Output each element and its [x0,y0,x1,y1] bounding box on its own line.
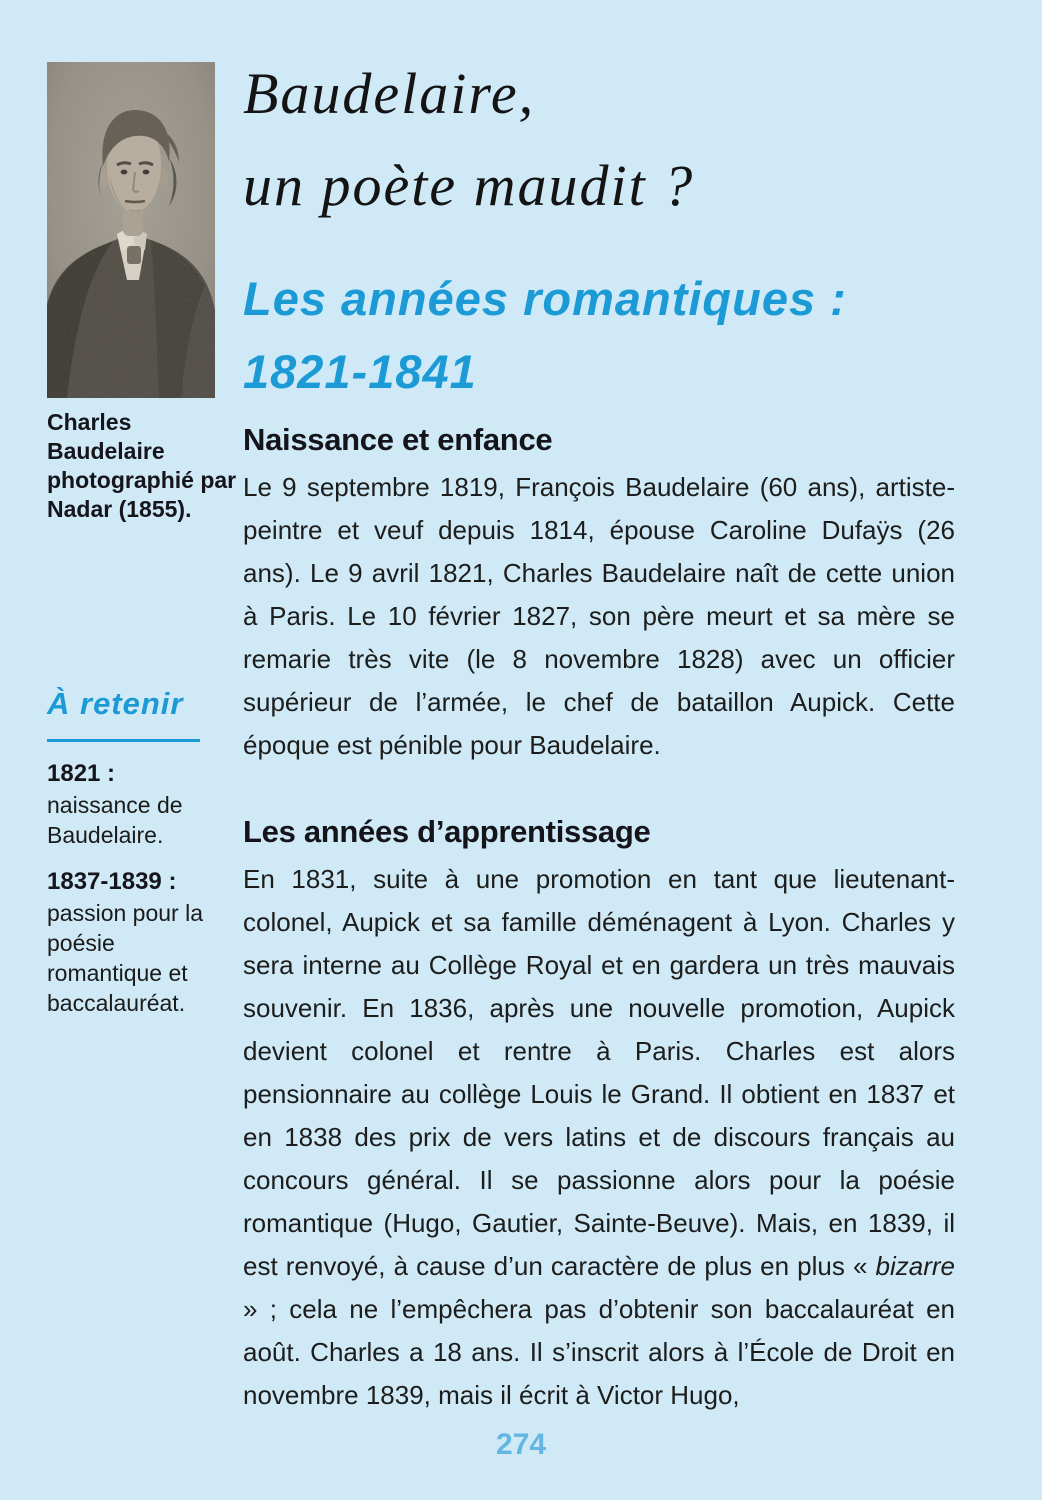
page-title-line1: Baudelaire, [243,61,536,126]
baudelaire-photo [47,62,215,398]
memo-note-text: passion pour la poésie romantique et baccalauréat. [47,900,203,1016]
section-heading-apprentissage: Les années d’apprentissage [243,814,651,849]
memo-note-date: 1837-1839 : [47,868,177,895]
baudelaire-portrait-illustration [47,62,215,398]
a-retenir-notes [47,758,229,1034]
photo-caption: Charles Baudelaire photographié par Nadar (1855). [47,409,237,522]
chapter-subtitle-line2: 1821-1841 [243,345,477,398]
section-heading-naissance: Naissance et enfance [243,422,553,457]
memo-note-date: 1821 : [47,760,116,787]
page-title [243,48,955,232]
chapter-subtitle-line1: Les années romantiques : [243,272,847,325]
memo-note-text: naissance de Baudelaire. [47,792,183,848]
section-body-apprentissage: En 1831, suite à une promotion en tant que lieutenant-colonel, Aupick et sa famille déménagent à Lyon. Charles y sera interne au Collège Royal et en gardera un très mauvais souvenir. En 1836, après une nouvelle promotion, Aupick devient colonel et rentre à Paris. Charles est alors pensionnaire au collège Louis le Grand. Il obtient en 1837 et en 1838 des prix de vers latins et de discours français au concours général. Il se passionne alors pour la poésie romantique (Hugo, Gautier, Sainte-Beuve). Mais, en 1839, il est renvoyé, à cause d’un caractère de plus en plus « bizarre » ; cela ne l’empêchera pas d’obtenir son baccalauréat en août. Charles a 18 ans. Il s’inscrit alors à l’École de Droit en novembre 1839, mais il écrit à Victor Hugo, [243,864,955,1410]
page-number: 274 [495,1428,547,1461]
page-title-line2: un poète maudit ? [243,153,695,218]
a-retenir-heading: À retenir [47,686,184,721]
a-retenir-underline [47,739,200,742]
memo-note [47,758,229,850]
memo-note [47,866,229,1018]
section-body-naissance: Le 9 septembre 1819, François Baudelaire (60 ans), artiste-peintre et veuf depuis 1814, épouse Caroline Dufaÿs (26 ans). Le 9 avril 1821, Charles Baudelaire naît de cette union à Paris. Le 10 février 1827, son père meurt et sa mère se remarie très vite (le 8 novembre 1828) avec un officier supérieur de l’armée, le chef de bataillon Aupick. Cette époque est pénible pour Baudelaire. [243,472,955,760]
chapter-subtitle [243,262,993,408]
